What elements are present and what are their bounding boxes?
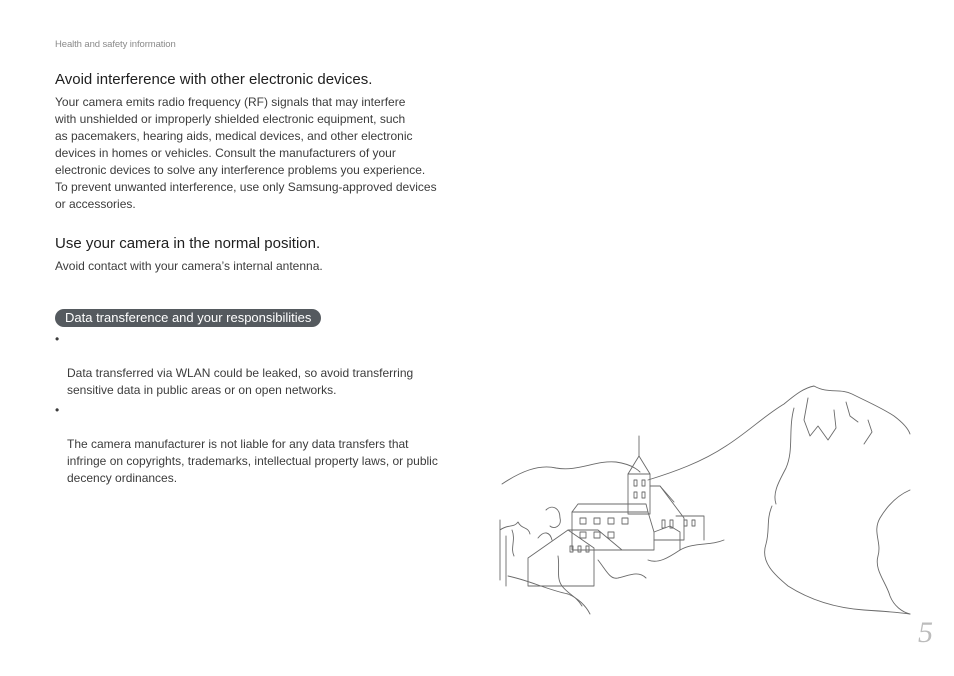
bullet-list (55, 331, 485, 490)
list-item (55, 402, 485, 487)
section-heading-normal-position: Use your camera in the normal position. (55, 235, 321, 252)
page-number: 5 (918, 616, 933, 649)
list-item (55, 331, 485, 399)
list-item-text: Data transferred via WLAN could be leaked, so avoid transferring sensitive data in public areas or on open networks. (67, 366, 414, 397)
section-heading-data-transference: Data transference and your responsibilities (55, 309, 321, 327)
section-heading-interference: Avoid interference with other electronic devices. (55, 71, 373, 88)
bullet-icon: • (55, 332, 60, 346)
section-body-interference: Your camera emits radio frequency (RF) signals that may interfere with unshielded or improperly shielded electronic equipment, such as pacemakers, hearing aids, medical devices, and other electronic devices in homes or vehicles. Consult the manufacturers of your electronic devices to solve any interference problems you experience. To prevent unwanted interference, use only Samsung-approved devices or accessories. (55, 95, 437, 211)
list-item-text: The camera manufacturer is not liable for any data transfers that infringe on copyrights, trademarks, intellectual property laws, or public decency ordinances. (67, 437, 438, 485)
bullet-icon: • (55, 403, 60, 417)
section-body-normal-position: Avoid contact with your camera’s internal antenna. (55, 259, 323, 273)
running-header: Health and safety information (55, 39, 176, 50)
village-mountain-illustration (498, 380, 914, 620)
